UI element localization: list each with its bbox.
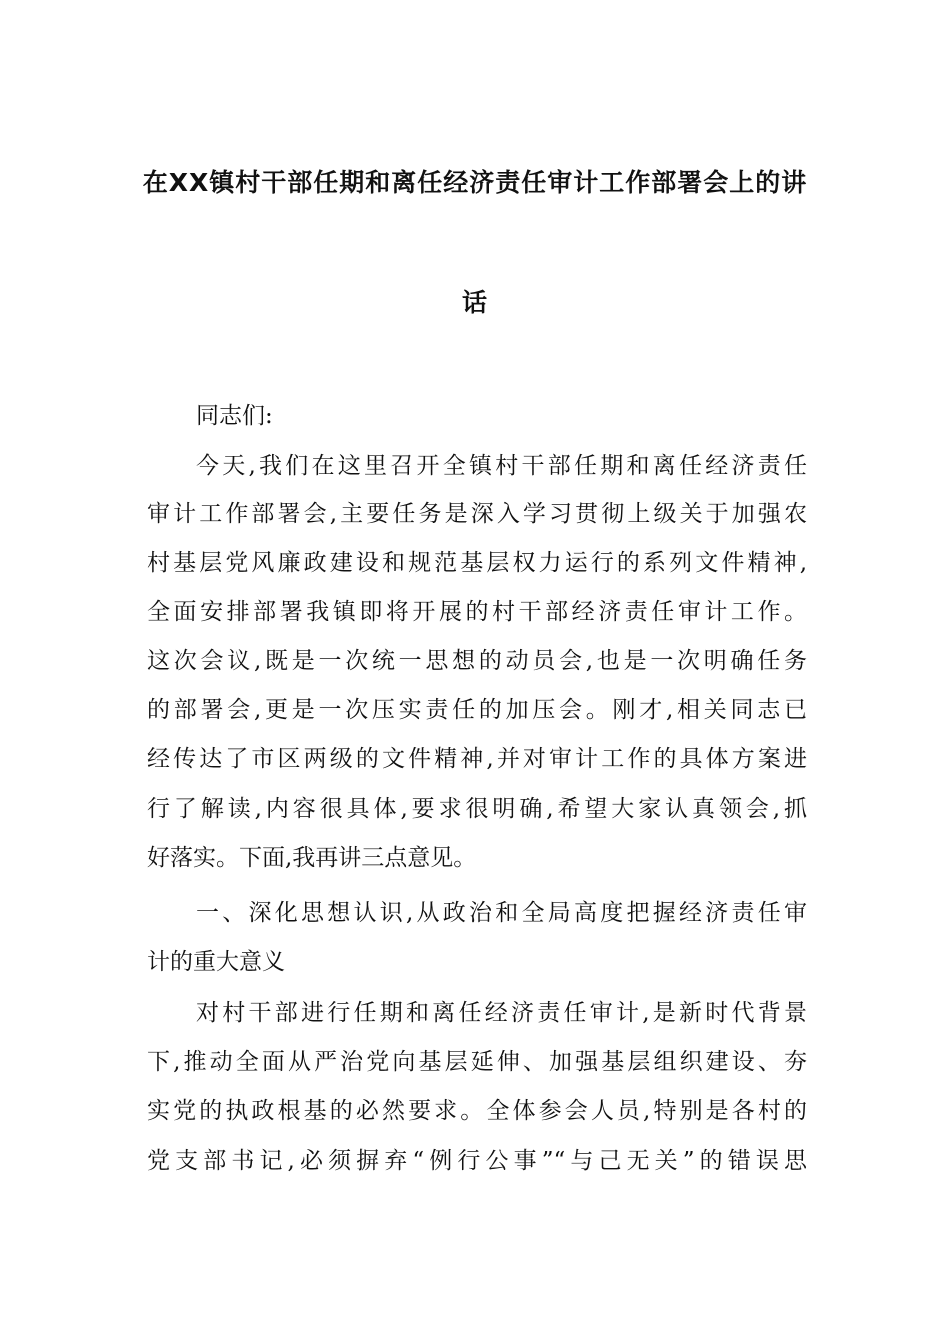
section-heading: 计的重大意义 bbox=[147, 949, 285, 975]
body-line: 经传达了市区两级的文件精神,并对审计工作的具体方案进 bbox=[147, 746, 807, 772]
body-line: 这次会议,既是一次统一思想的动员会,也是一次明确任务 bbox=[147, 648, 807, 674]
body-line: 今天,我们在这里召开全镇村干部任期和离任经济责任 bbox=[196, 453, 807, 479]
greeting: 同志们: bbox=[196, 403, 273, 429]
body-line: 的部署会,更是一次压实责任的加压会。刚才,相关同志已 bbox=[147, 697, 807, 723]
body-line: 全面安排部署我镇即将开展的村干部经济责任审计工作。 bbox=[147, 599, 807, 625]
body-line: 对村干部进行任期和离任经济责任审计,是新时代背景 bbox=[196, 1000, 807, 1026]
body-line: 行了解读,内容很具体,要求很明确,希望大家认真领会,抓 bbox=[147, 796, 807, 822]
body-line: 好落实。下面,我再讲三点意见。 bbox=[147, 845, 477, 871]
document-title-line-1: 在XX镇村干部任期和离任经济责任审计工作部署会上的讲 bbox=[142, 168, 808, 197]
body-line: 审计工作部署会,主要任务是深入学习贯彻上级关于加强农 bbox=[147, 501, 807, 527]
body-line: 下,推动全面从严治党向基层延伸、加强基层组织建设、夯 bbox=[147, 1049, 807, 1075]
body-line: 党支部书记,必须摒弃“例行公事”“与己无关”的错误思 bbox=[147, 1148, 807, 1174]
body-line: 实党的执政根基的必然要求。全体参会人员,特别是各村的 bbox=[147, 1098, 807, 1124]
body-line: 村基层党风廉政建设和规范基层权力运行的系列文件精神, bbox=[147, 550, 807, 576]
section-heading: 一、深化思想认识,从政治和全局高度把握经济责任审 bbox=[196, 900, 807, 926]
document-title-line-2: 话 bbox=[461, 288, 488, 317]
